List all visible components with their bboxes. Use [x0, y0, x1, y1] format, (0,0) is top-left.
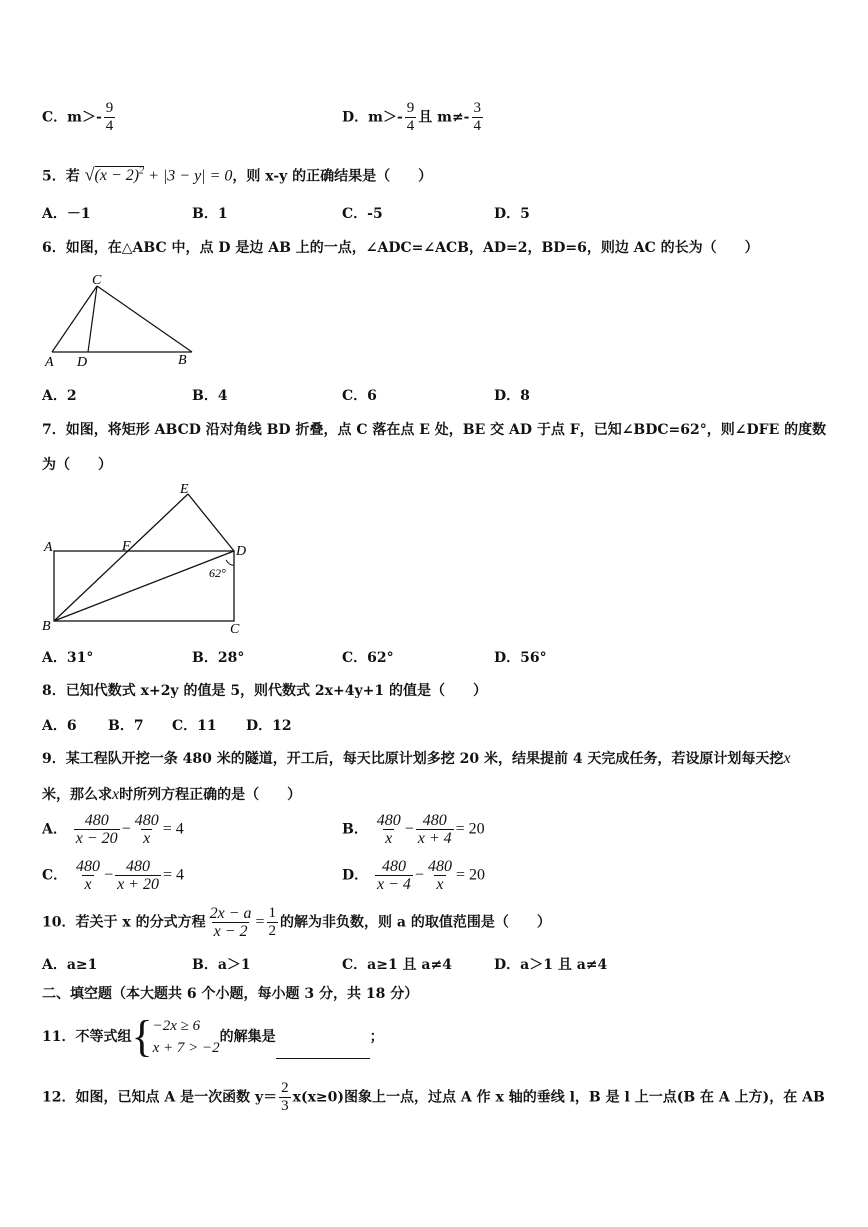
q7-option-c: C．62°: [342, 650, 394, 666]
denominator: 4: [105, 118, 114, 134]
q10-suffix: 的解为非负数，则 a 的取值范围是（ ）: [280, 914, 551, 931]
option-label: A．: [42, 821, 67, 838]
q5-stem: [42, 163, 432, 185]
variable-x: x: [112, 786, 120, 803]
denominator: x − 2: [213, 923, 248, 940]
answer-blank[interactable]: [276, 1044, 370, 1059]
q5-option-a: A．－1: [42, 206, 91, 222]
q4-option-c-label: C．m＞-: [42, 109, 102, 126]
option-label: D．: [342, 867, 369, 884]
q10-option-c: C．a≥1 且 a≠4: [342, 957, 452, 973]
denominator: 4: [473, 118, 481, 134]
minus-sign: −: [121, 820, 131, 838]
inequality-1: −2x ≥ 6: [152, 1018, 201, 1034]
q8-option-b: B．7: [108, 718, 144, 734]
denominator: x + 4: [417, 830, 452, 847]
q4-option-d-mid: 且 m≠-: [418, 109, 470, 126]
q10-prefix: 10．若关于 x 的分式方程: [42, 914, 206, 931]
rhs: = 4: [162, 866, 184, 884]
q6-stem: 6．如图，在△ABC 中，点 D 是边 AB 上的一点，∠ADC=∠ACB，AD=2，BD=6，则边 AC 的长为（ ）: [42, 240, 759, 256]
segment-be: [54, 494, 188, 621]
numerator: 480: [427, 858, 452, 875]
q5-option-d: D．5: [494, 206, 530, 222]
q6-option-d: D．8: [494, 388, 530, 404]
label-c: C: [230, 622, 240, 637]
label-c: C: [92, 273, 102, 288]
label-a: A: [44, 540, 53, 555]
minus-sign: −: [404, 820, 414, 838]
q9-stem-line2: [42, 786, 301, 804]
q10-option-a: A．a≥1: [42, 957, 98, 973]
q10-option-b: B．a＞1: [192, 957, 251, 973]
numerator: 480: [422, 812, 447, 829]
minus-sign: −: [104, 866, 114, 884]
numerator: 480: [376, 812, 401, 829]
q7-stem-line2: 为（ ）: [42, 457, 112, 473]
q7-option-a: A．31°: [42, 650, 94, 666]
q12-suffix: x(x≥0)图象上一点，过点 A 作 x 轴的垂线 l，B 是 l 上一点(B 在 A 上方)，在 AB: [292, 1089, 825, 1106]
q7-rectangle-figure: [40, 480, 255, 640]
q11-prefix: 11．不等式组: [42, 1029, 132, 1045]
numerator: 1: [268, 905, 277, 921]
fraction: [208, 905, 254, 940]
q6-option-b: B．4: [192, 388, 228, 404]
q10-stem: [42, 905, 551, 940]
q12-prefix: 12．如图，已知点 A 是一次函数 y＝: [42, 1089, 278, 1106]
rhs: = 20: [455, 866, 485, 884]
q9-option-d: [342, 858, 485, 893]
q12-stem: [42, 1080, 825, 1115]
denominator: x + 20: [117, 876, 159, 893]
q5-suffix: ，则 x-y 的正确结果是（ ）: [232, 168, 433, 185]
numerator: 480: [134, 812, 159, 829]
exponent: 2: [139, 166, 145, 177]
equals-sign: =: [255, 913, 265, 931]
segment-ac: [52, 286, 97, 352]
inequality-system: [153, 1015, 220, 1059]
numerator: 480: [381, 858, 406, 875]
fraction: [375, 812, 403, 847]
label-d: D: [77, 355, 88, 370]
label-e: E: [180, 482, 189, 497]
fraction: [426, 858, 454, 893]
q9-option-c: [42, 858, 184, 893]
q9-line1-text: 9．某工程队开挖一条 480 米的隧道，开工后，每天比原计划多挖 20 米，结果提前 4 天完成任务，若设原计划每天挖: [42, 751, 784, 767]
fraction: [133, 812, 161, 847]
fraction: [416, 812, 454, 847]
fraction: [267, 905, 279, 940]
q7-option-b: B．28°: [192, 650, 245, 666]
denominator: 2: [268, 923, 277, 939]
q4-option-d-label: D．m＞-: [342, 109, 403, 126]
denominator: x: [436, 876, 444, 893]
q4-option-d: [342, 100, 485, 135]
fraction: [279, 1080, 291, 1115]
numerator: 2x − a: [209, 905, 252, 922]
numerator: 3: [473, 100, 481, 116]
denominator: x: [143, 830, 151, 847]
sqrt-expression: [85, 163, 144, 185]
q6-triangle-figure: [42, 270, 202, 370]
fraction: [375, 858, 413, 893]
denominator: x − 4: [377, 876, 411, 893]
q6-option-c: C．6: [342, 388, 377, 404]
radicand: [95, 166, 145, 184]
angle-label: 62°: [209, 566, 226, 580]
numerator: 480: [84, 812, 109, 829]
q8-option-d: D．12: [246, 718, 292, 734]
angle-arc: [226, 560, 234, 565]
q7-stem-line1: 7．如图，将矩形 ABCD 沿对角线 BD 折叠，点 C 落在点 E 处，BE 交 AD 于点 F，已知∠BDC=62°，则∠DFE 的度数: [42, 422, 827, 438]
segment-ed: [188, 494, 234, 551]
radicand-base: (x − 2): [94, 167, 140, 185]
q5-prefix: 5．若: [42, 168, 80, 185]
section-title: 二、填空题（本大题共 6 个小题，每小题 3 分，共 18 分）: [42, 986, 419, 1002]
fraction: [472, 100, 484, 135]
left-brace-icon: {: [131, 1012, 153, 1061]
q9-option-a: [42, 812, 184, 847]
q11-suffix: 的解集是: [219, 1029, 276, 1045]
label-f: F: [122, 539, 131, 554]
label-b: B: [178, 353, 187, 368]
denominator: 4: [406, 118, 415, 134]
fraction: [74, 812, 120, 847]
variable-x: x: [783, 750, 791, 767]
q6-option-a: A．2: [42, 388, 77, 404]
abs-term: + |3 − y| = 0: [144, 167, 233, 185]
numerator: 480: [76, 858, 101, 875]
q9-line2-a: 米，那么求: [42, 787, 112, 803]
numerator: 2: [281, 1080, 289, 1096]
fraction: [405, 100, 417, 135]
q10-option-d: D．a＞1 且 a≠4: [494, 957, 608, 973]
fraction: [74, 858, 102, 893]
q9-stem-line1: [42, 750, 791, 768]
fraction: [115, 858, 161, 893]
q5-option-c: C．-5: [342, 206, 383, 222]
q11-stem: [42, 1012, 384, 1061]
inequality-2: x + 7 > −2: [152, 1040, 220, 1056]
numerator: 9: [105, 100, 114, 116]
denominator: 3: [281, 1098, 289, 1114]
label-b: B: [42, 619, 51, 634]
q9-line2-b: 时所列方程正确的是（ ）: [119, 787, 302, 803]
q5-option-b: B．1: [192, 206, 228, 222]
sqrt-icon: √: [84, 164, 95, 185]
option-label: C．: [42, 867, 68, 884]
q8-stem: 8．已知代数式 x+2y 的值是 5，则代数式 2x+4y+1 的值是（ ）: [42, 683, 487, 699]
label-a: A: [45, 355, 54, 370]
q7-option-d: D．56°: [494, 650, 547, 666]
q9-option-b: [342, 812, 485, 847]
numerator: 9: [406, 100, 415, 116]
fraction: [104, 100, 116, 135]
q8-option-a: A．6: [42, 718, 77, 734]
label-d: D: [236, 544, 247, 559]
segment-cb: [97, 286, 192, 352]
q4-option-c: [42, 100, 117, 135]
minus-sign: −: [414, 866, 424, 884]
rhs: = 20: [455, 820, 485, 838]
q11-end: ；: [369, 1029, 384, 1045]
diagonal-bd: [54, 551, 234, 621]
option-label: B．: [342, 821, 368, 838]
numerator: 480: [126, 858, 151, 875]
denominator: x: [84, 876, 92, 893]
denominator: x: [385, 830, 393, 847]
segment-cd: [88, 286, 97, 352]
denominator: x − 20: [75, 830, 118, 847]
q8-option-c: C．11: [172, 718, 217, 734]
rhs: = 4: [162, 820, 184, 838]
